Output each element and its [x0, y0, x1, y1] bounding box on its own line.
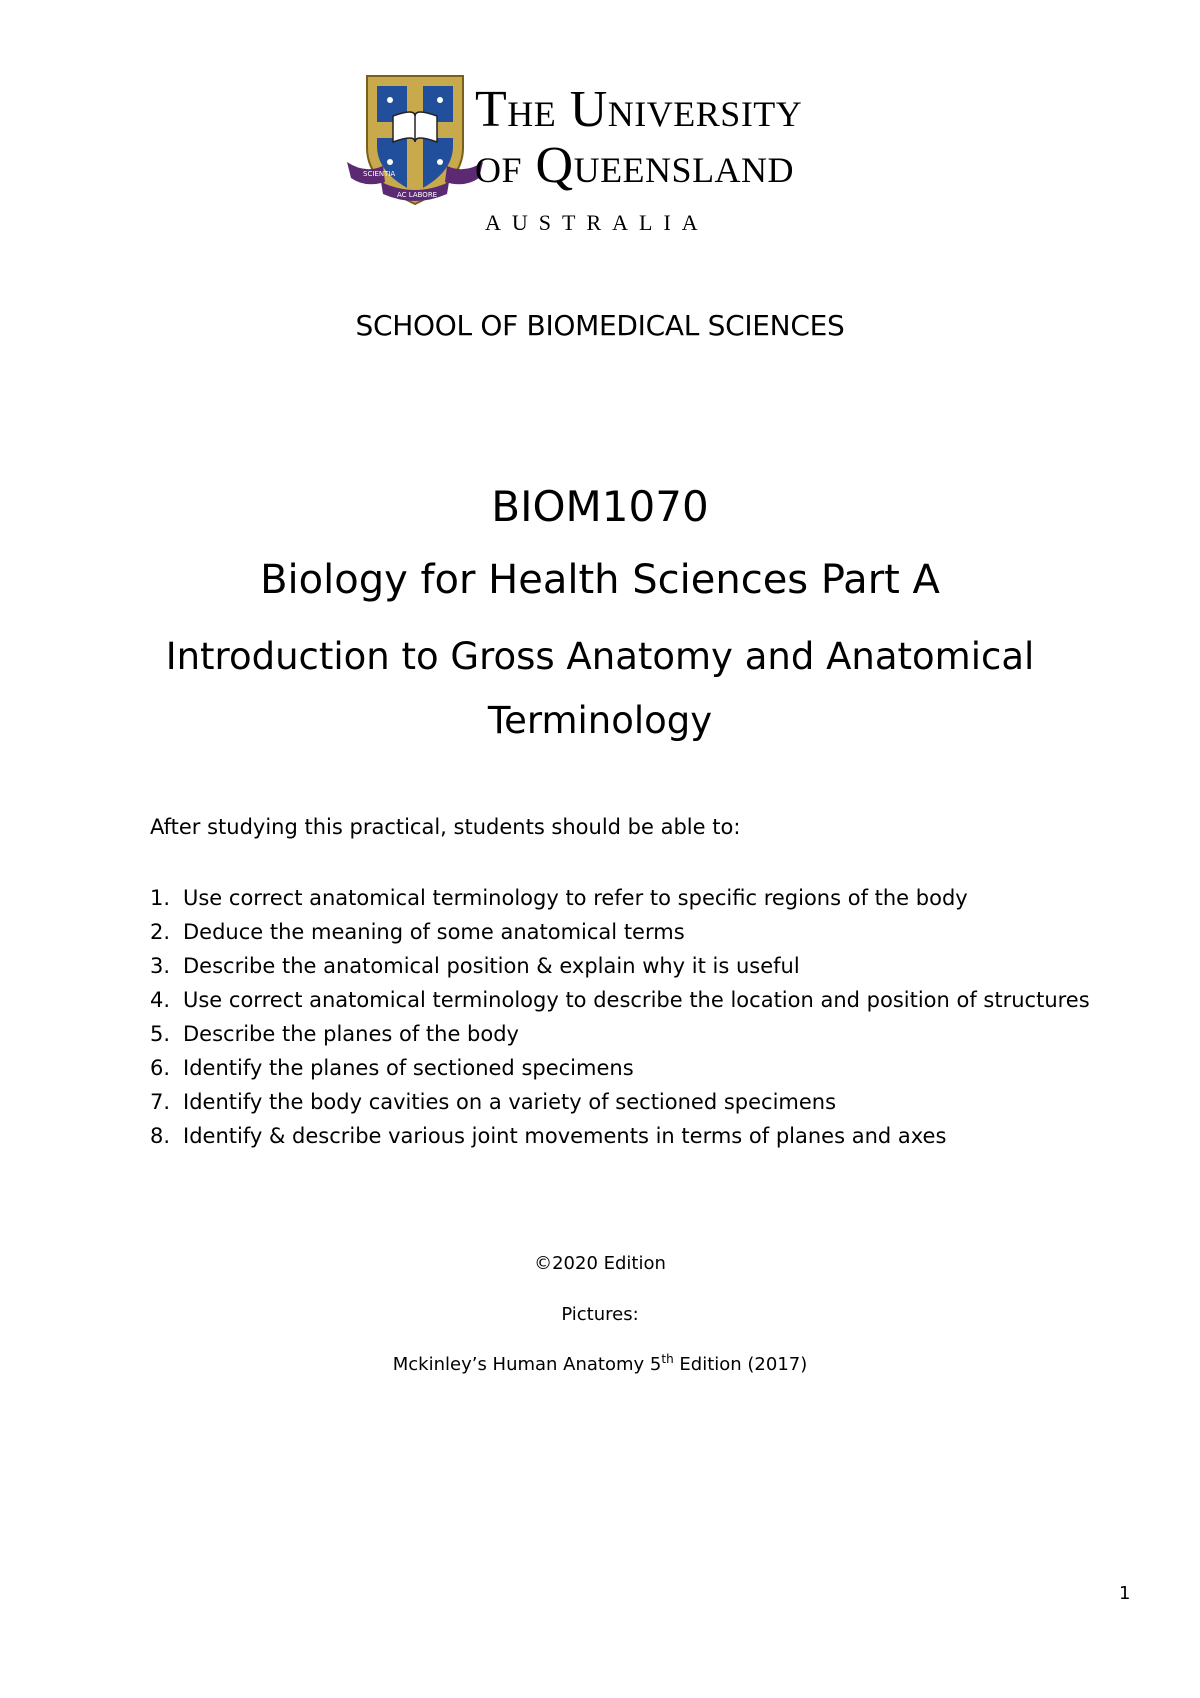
list-item — [150, 1085, 1090, 1119]
list-item-number: 6. — [150, 1056, 171, 1080]
list-item-text: Identify the body cavities on a variety of sectioned specimens — [183, 1090, 837, 1114]
reference-superscript: th — [661, 1352, 674, 1366]
university-name — [475, 82, 802, 194]
crest-motto-bottom: AC LABORE — [397, 191, 438, 199]
objectives-intro: After studying this practical, students should be able to: — [150, 815, 741, 839]
school-heading: SCHOOL OF BIOMEDICAL SCIENCES — [355, 309, 845, 342]
university-logo — [345, 70, 865, 240]
university-name-line-1: The University — [475, 81, 803, 138]
list-item-number: 4. — [150, 988, 171, 1012]
university-country: AUSTRALIA — [485, 210, 709, 235]
university-name-line-2: of Queensland — [475, 137, 795, 194]
practical-topic-text: Introduction to Gross Anatomy and Anatomical Terminology — [165, 635, 1035, 742]
list-item-text: Use correct anatomical terminology to describe the location and position of structures — [183, 988, 1090, 1012]
university-crest-icon — [345, 70, 485, 210]
list-item-number: 5. — [150, 1022, 171, 1046]
list-item-number: 1. — [150, 886, 171, 910]
list-item — [150, 949, 1090, 983]
edition-note: ©2020 Edition — [534, 1253, 666, 1274]
list-item-text: Identify the planes of sectioned specimens — [183, 1056, 634, 1080]
list-item — [150, 1017, 1090, 1051]
list-item-number: 3. — [150, 954, 171, 978]
list-item-number: 2. — [150, 920, 171, 944]
course-code: BIOM1070 — [491, 482, 709, 531]
list-item — [150, 915, 1090, 949]
list-item — [150, 1119, 1090, 1153]
list-item — [150, 983, 1090, 1017]
list-item-text: Deduce the meaning of some anatomical terms — [183, 920, 685, 944]
course-title: Biology for Health Sciences Part A — [260, 557, 940, 603]
list-item — [150, 1051, 1090, 1085]
list-item-text: Describe the planes of the body — [183, 1022, 519, 1046]
pictures-label: Pictures: — [561, 1304, 639, 1325]
page-number: 1 — [1119, 1583, 1131, 1604]
list-item — [150, 881, 1090, 915]
list-item-text: Use correct anatomical terminology to refer to specific regions of the body — [183, 886, 968, 910]
reference-text-end: Edition (2017) — [673, 1354, 808, 1375]
list-item-number: 8. — [150, 1124, 171, 1148]
crest-motto-left: SCIENTIA — [363, 170, 396, 178]
list-item-number: 7. — [150, 1090, 171, 1114]
picture-reference — [0, 1352, 1200, 1375]
list-item-text: Identify & describe various joint movements in terms of planes and axes — [183, 1124, 947, 1148]
list-item-text: Describe the anatomical position & explain why it is useful — [183, 954, 800, 978]
reference-text: Mckinley’s Human Anatomy 5 — [392, 1354, 662, 1375]
learning-objectives-list — [150, 881, 1090, 1153]
practical-topic — [0, 625, 1200, 753]
